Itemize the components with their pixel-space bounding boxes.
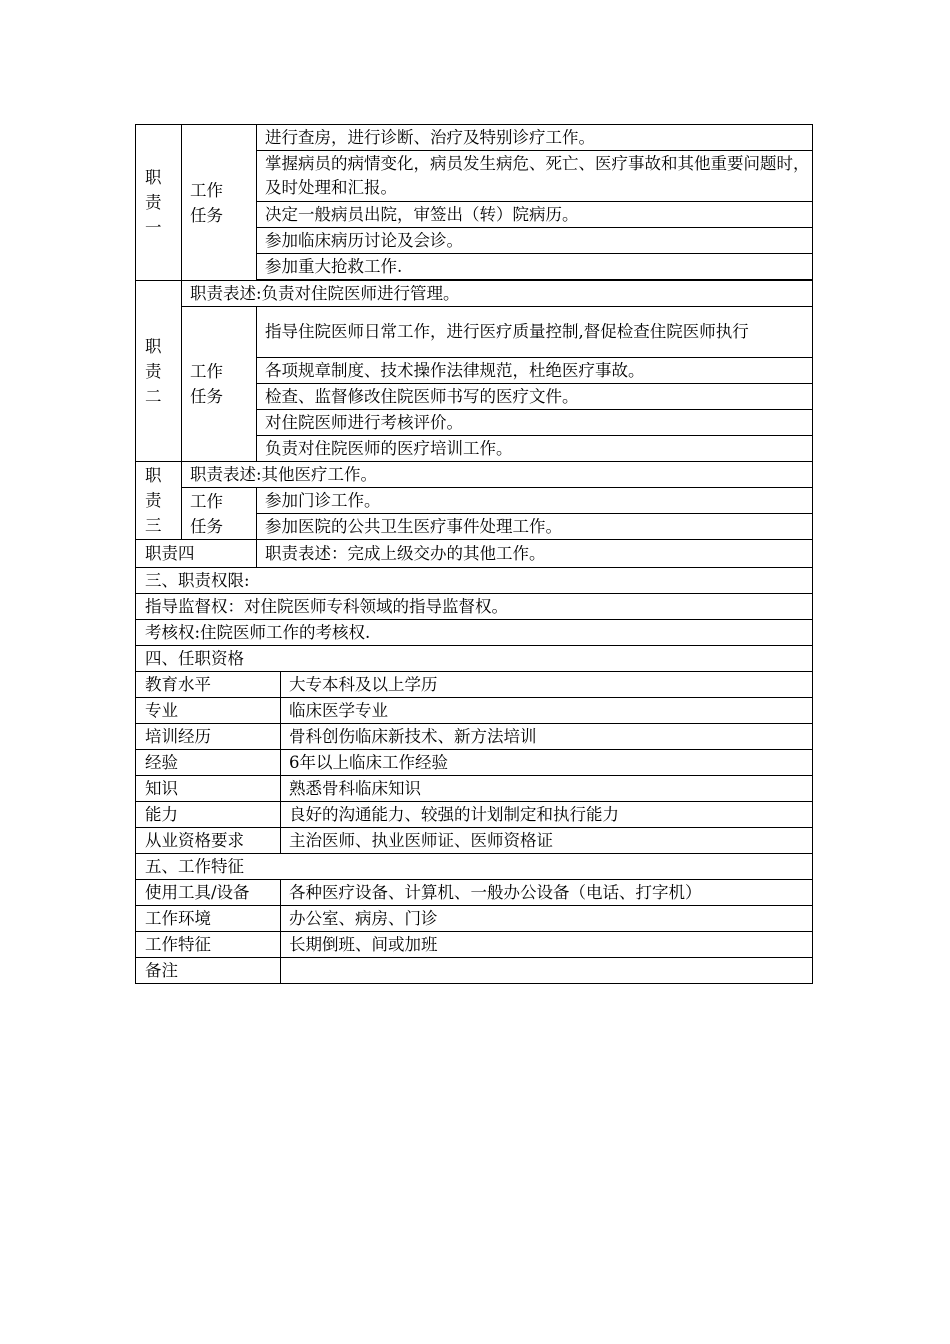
duty-2-task: 负责对住院医师的医疗培训工作。 (257, 436, 813, 462)
duty-2-statement: 职责表述:负责对住院医师进行管理。 (182, 281, 813, 307)
duty-1-task: 参加临床病历讨论及会诊。 (257, 228, 813, 254)
qualification-label: 经验 (136, 750, 281, 776)
qualification-value: 临床医学专业 (281, 698, 813, 724)
table-row (136, 698, 813, 724)
job-description-page (135, 124, 812, 984)
duty-1-task: 参加重大抢救工作. (257, 254, 813, 280)
qualification-value: 良好的沟通能力、较强的计划制定和执行能力 (281, 802, 813, 828)
feature-label: 使用工具/设备 (136, 880, 281, 906)
qualification-value: 6年以上临床工作经验 (281, 750, 813, 776)
table-row (136, 750, 813, 776)
table-row (136, 724, 813, 750)
duty-4-label: 职责四 (136, 540, 257, 568)
qualification-label: 能力 (136, 802, 281, 828)
duty-3-task: 参加医院的公共卫生医疗事件处理工作。 (257, 514, 813, 540)
table-row (136, 307, 813, 358)
duty-2-task: 检查、监督修改住院医师书写的医疗文件。 (257, 384, 813, 410)
details-table (135, 567, 813, 984)
duty-2-task: 对住院医师进行考核评价。 (257, 410, 813, 436)
authority-item: 指导监督权：对住院医师专科领域的指导监督权。 (136, 594, 813, 620)
duty-4-statement: 职责表述：完成上级交办的其他工作。 (257, 540, 813, 568)
table-row (136, 488, 813, 514)
work-features-heading: 五、工作特征 (136, 854, 813, 880)
duty-2-task: 指导住院医师日常工作，进行医疗质量控制,督促检查住院医师执行 (257, 307, 813, 358)
table-row (136, 281, 813, 307)
duty-1-task: 进行查房，进行诊断、治疗及特别诊疗工作。 (257, 125, 813, 151)
duty-1-label: 职 责 一 (136, 125, 182, 281)
table-row (136, 776, 813, 802)
qualification-label: 培训经历 (136, 724, 281, 750)
table-row (136, 802, 813, 828)
table-row (136, 620, 813, 646)
authority-heading: 三、职责权限: (136, 568, 813, 594)
duty-2-task: 各项规章制度、技术操作法律规范，杜绝医疗事故。 (257, 358, 813, 384)
feature-value: 长期倒班、间或加班 (281, 932, 813, 958)
qualification-value: 主治医师、执业医师证、医师资格证 (281, 828, 813, 854)
duty-1-task-label: 工作 任务 (182, 125, 257, 281)
duty-1-task: 掌握病员的病情变化，病员发生病危、死亡、医疗事故和其他重要问题时，及时处理和汇报。 (257, 151, 813, 202)
duty-3-task: 参加门诊工作。 (257, 488, 813, 514)
duty-2-task-label: 工作 任务 (182, 307, 257, 462)
duty-3-label: 职 责 三 (136, 462, 182, 540)
duty-2-label: 职 责 二 (136, 281, 182, 462)
table-row (136, 568, 813, 594)
feature-label: 工作特征 (136, 932, 281, 958)
table-row (136, 462, 813, 488)
qualifications-heading: 四、任职资格 (136, 646, 813, 672)
table-row (136, 646, 813, 672)
duty-3-statement: 职责表述:其他医疗工作。 (182, 462, 813, 488)
feature-value: 办公室、病房、门诊 (281, 906, 813, 932)
table-row (136, 672, 813, 698)
table-row (136, 958, 813, 984)
table-row (136, 932, 813, 958)
table-row (136, 906, 813, 932)
qualification-label: 专业 (136, 698, 281, 724)
table-row (136, 125, 813, 151)
table-row (136, 594, 813, 620)
qualification-value: 大专本科及以上学历 (281, 672, 813, 698)
table-row (136, 828, 813, 854)
feature-label: 备注 (136, 958, 281, 984)
duties-table (135, 124, 813, 568)
table-row (136, 854, 813, 880)
feature-value: 各种医疗设备、计算机、一般办公设备（电话、打字机） (281, 880, 813, 906)
qualification-value: 熟悉骨科临床知识 (281, 776, 813, 802)
qualification-value: 骨科创伤临床新技术、新方法培训 (281, 724, 813, 750)
qualification-label: 教育水平 (136, 672, 281, 698)
table-row (136, 880, 813, 906)
qualification-label: 知识 (136, 776, 281, 802)
authority-item: 考核权:住院医师工作的考核权. (136, 620, 813, 646)
duty-3-task-label: 工作 任务 (182, 488, 257, 540)
feature-value (281, 958, 813, 984)
qualification-label: 从业资格要求 (136, 828, 281, 854)
duty-1-task: 决定一般病员出院，审签出（转）院病历。 (257, 202, 813, 228)
table-row (136, 540, 813, 568)
feature-label: 工作环境 (136, 906, 281, 932)
